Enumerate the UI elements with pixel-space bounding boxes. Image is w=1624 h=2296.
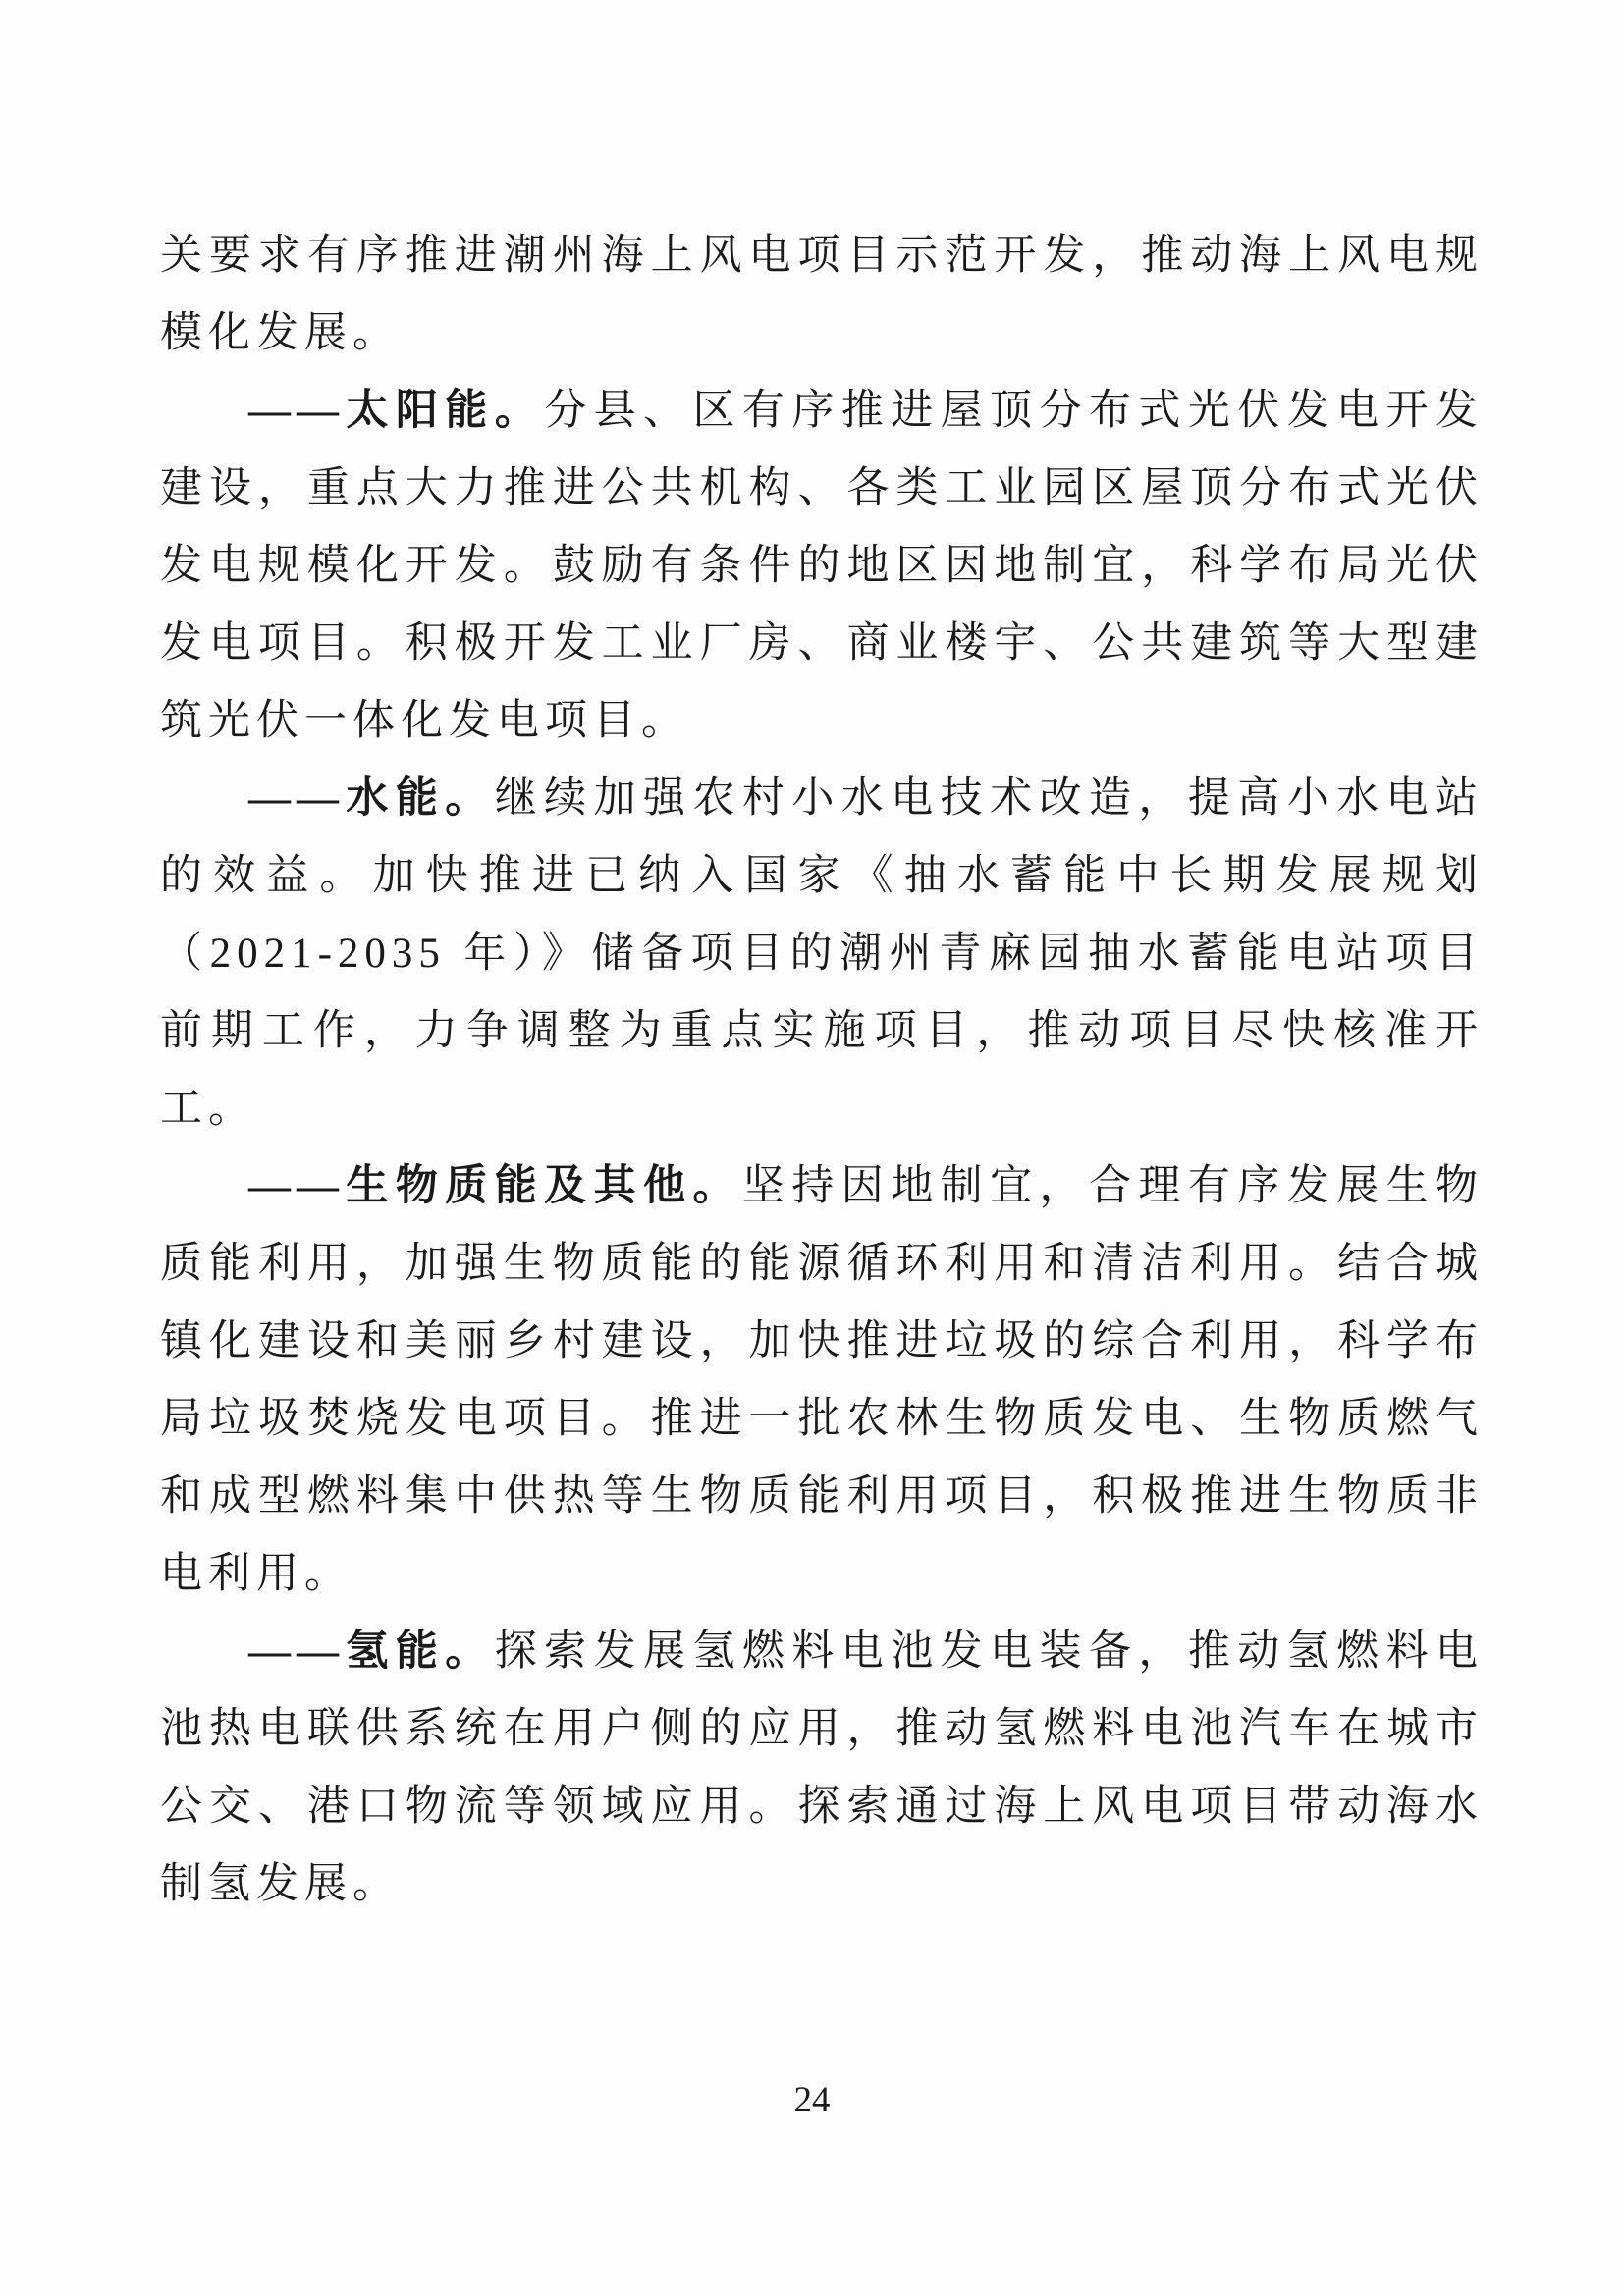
paragraph-text: 关要求有序推进潮州海上风电项目示范开发，推动海上风电规模化发展。	[160, 233, 1484, 356]
page-footer	[0, 2079, 1624, 2121]
paragraph-solar	[160, 372, 1484, 760]
paragraph-lead-biomass: ——生物质能及其他。	[248, 1163, 742, 1209]
paragraph-hydro	[160, 760, 1484, 1148]
paragraph-text: 坚持因地制宜，合理有序发展生物质能利用，加强生物质能的能源循环利用和清洁利用。结合城镇化建设和美丽乡村建设，加快推进垃圾的综合利用，科学布局垃圾焚烧发电项目。推进一批农林生物质发电、生物质燃气和成型燃料集中供热等生物质能利用项目，积极推进生物质非电利用。	[160, 1163, 1485, 1597]
document-body	[160, 217, 1484, 1923]
paragraph-text: 继续加强农村小水电技术改造，提高小水电站的效益。加快推进已纳入国家《抽水蓄能中长期发展规划（2021-2035 年）》储备项目的潮州青麻园抽水蓄能电站项目前期工作，力争调整为重点实施项目，推动项目尽快核准开工。	[160, 775, 1485, 1132]
paragraph-hydrogen	[160, 1613, 1484, 1923]
page-number: 24	[793, 2080, 831, 2120]
paragraph-text: 分县、区有序推进屋顶分布式光伏发电开发建设，重点大力推进公共机构、各类工业园区屋顶分布式光伏发电规模化开发。鼓励有条件的地区因地制宜，科学布局光伏发电项目。积极开发工业厂房、商业楼宇、公共建筑等大型建筑光伏一体化发电项目。	[160, 388, 1485, 744]
paragraph-wind-continuation	[160, 217, 1484, 372]
paragraph-lead-solar: ——太阳能。	[248, 388, 545, 434]
paragraph-biomass	[160, 1148, 1484, 1613]
paragraph-lead-hydro: ——水能。	[248, 775, 495, 822]
paragraph-text: 探索发展氢燃料电池发电装备，推动氢燃料电池热电联供系统在用户侧的应用，推动氢燃料电池汽车在城市公交、港口物流等领域应用。探索通过海上风电项目带动海水制氢发展。	[160, 1629, 1485, 1907]
paragraph-lead-hydrogen: ——氢能。	[248, 1629, 495, 1675]
